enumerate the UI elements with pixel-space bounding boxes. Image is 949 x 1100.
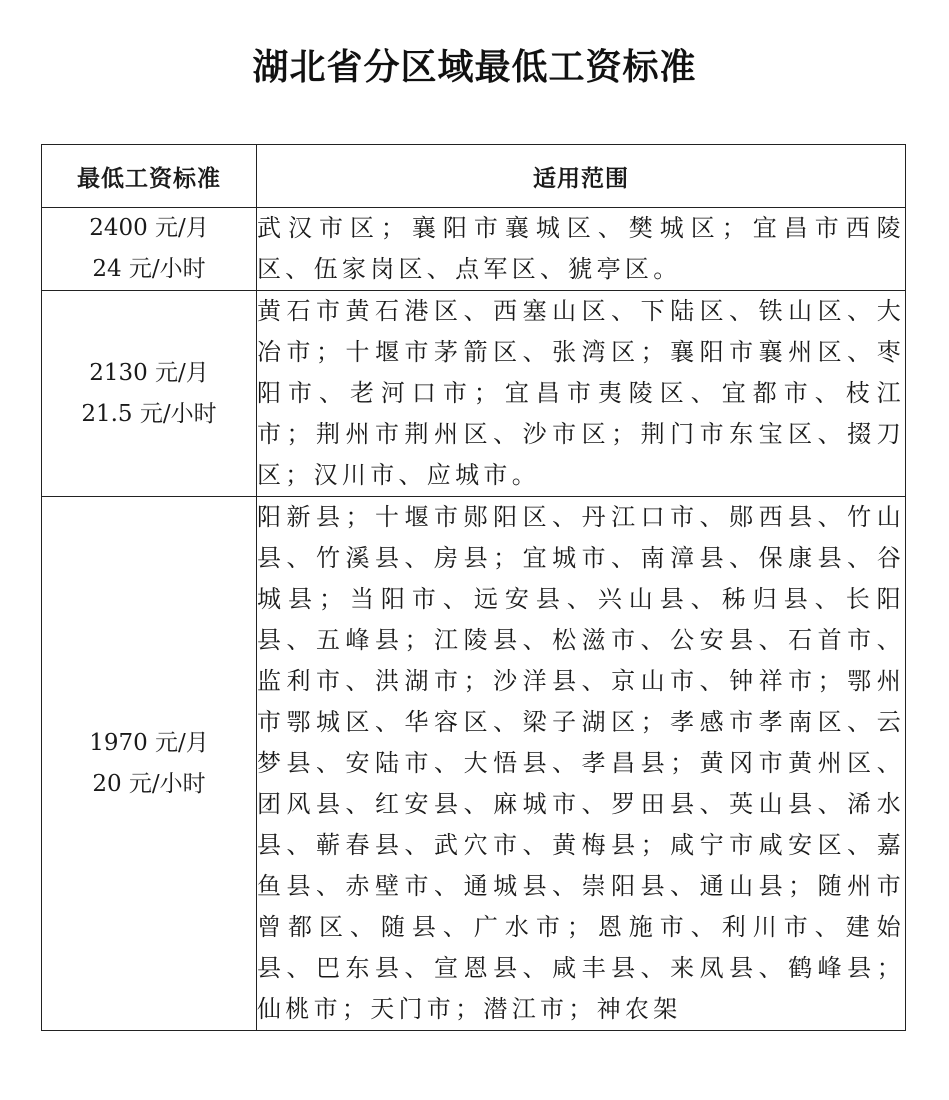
header-applicable-scope: 适用范围 bbox=[257, 145, 906, 208]
hourly-wage: 24 元/小时 bbox=[92, 256, 206, 282]
header-wage-standard: 最低工资标准 bbox=[42, 145, 257, 208]
table-row bbox=[42, 208, 906, 291]
hourly-wage: 21.5 元/小时 bbox=[81, 400, 217, 427]
applicable-scope-cell: 阳新县；十堰市郧阳区、丹江口市、郧西县、竹山县、竹溪县、房县；宜城市、南漳县、保康县、谷城县；当阳市、远安县、兴山县、秭归县、长阳县、五峰县；江陵县、松滋市、公安县、石首市、监利市、洪湖市；沙洋县、京山市、钟祥市；鄂州市鄂城区、华容区、梁子湖区；孝感市孝南区、云梦县、安陆市、大悟县、孝昌县；黄冈市黄州区、团风县、红安县、麻城市、罗田县、英山县、浠水县、蕲春县、武穴市、黄梅县；咸宁市咸安区、嘉鱼县、赤壁市、通城县、崇阳县、通山县；随州市曾都区、随县、广水市；恩施市、利川市、建始县、巴东县、宣恩县、咸丰县、来凤县、鹤峰县；仙桃市；天门市；潜江市；神农架 bbox=[257, 497, 906, 1031]
table-row bbox=[42, 291, 906, 497]
applicable-scope-cell: 武汉市区；襄阳市襄城区、樊城区；宜昌市西陵区、伍家岗区、点军区、猇亭区。 bbox=[257, 208, 906, 291]
wage-standard-cell bbox=[42, 497, 257, 1031]
monthly-wage: 2400 元/月 bbox=[89, 215, 209, 241]
wage-standard-cell bbox=[42, 208, 257, 291]
wage-standard-cell bbox=[42, 291, 257, 497]
applicable-scope-cell: 黄石市黄石港区、西塞山区、下陆区、铁山区、大冶市；十堰市茅箭区、张湾区；襄阳市襄州区、枣阳市、老河口市；宜昌市夷陵区、宜都市、枝江市；荆州市荆州区、沙市区；荆门市东宝区、掇刀区；汉川市、应城市。 bbox=[257, 291, 906, 497]
table-header-row bbox=[42, 145, 906, 208]
hourly-wage: 20 元/小时 bbox=[92, 770, 206, 797]
minimum-wage-table bbox=[41, 144, 906, 1031]
monthly-wage: 2130 元/月 bbox=[89, 359, 209, 386]
monthly-wage: 1970 元/月 bbox=[89, 729, 209, 756]
table-row bbox=[42, 497, 906, 1031]
document-title: 湖北省分区域最低工资标准 bbox=[252, 47, 697, 88]
